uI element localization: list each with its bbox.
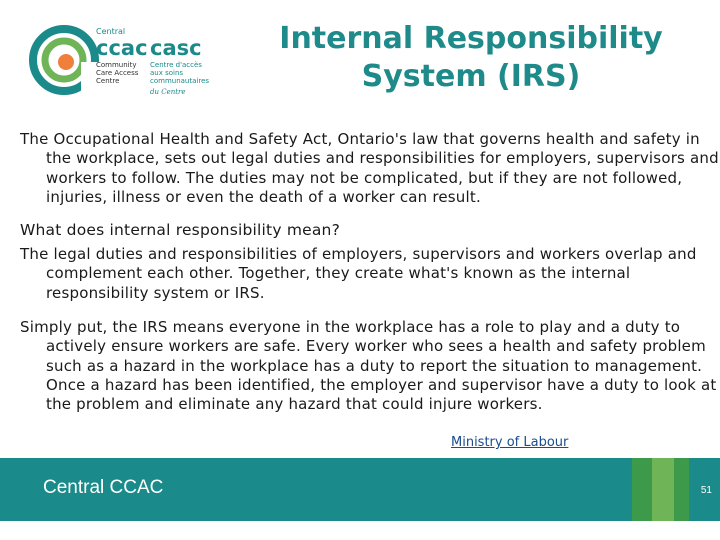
- logo-ccac: ccac: [96, 36, 148, 60]
- source-link[interactable]: Ministry of Labour: [451, 435, 569, 450]
- slide-title-line1: Internal Responsibility: [279, 21, 663, 56]
- logo-fr-suffix: du Centre: [150, 88, 186, 96]
- logo-fr-line1: Centre d'accès: [150, 61, 202, 69]
- logo-casc: casc: [150, 36, 202, 60]
- logo-central: Central: [96, 27, 126, 36]
- question-heading: What does internal responsibility mean?: [20, 221, 341, 239]
- paragraph-explanation: Simply put, the IRS means everyone in the workplace has a role to play and a duty to actively ensure workers are safe. Every worker who sees a health and safety problem such as a hazard in the workplace has a duty to report the situation to management. Once a hazard has been identified, the employer and supervisor have a duty to look at the problem and eliminate any hazard that could injure workers.: [20, 318, 717, 414]
- logo-en-line1: Community: [96, 61, 137, 69]
- logo-en-line2: Care Access: [96, 69, 139, 77]
- logo-fr-line2: aux soins: [150, 69, 184, 77]
- footer-stripe: [652, 458, 674, 521]
- page-number: 51: [700, 485, 712, 496]
- logo-en-line3: Centre: [96, 77, 120, 85]
- logo-mark-icon: [33, 29, 101, 92]
- paragraph-definition: The legal duties and responsibilities of employers, supervisors and workers overlap and complement each other. Together, they create what's known as the internal responsibility system or IRS.: [20, 245, 697, 302]
- paragraph-intro: The Occupational Health and Safety Act, Ontario's law that governs health and safety in the workplace, sets out legal duties and responsibilities for employers, supervisors and workers to follow. The duties may not be complicated, but if they are not followed, injuries, illness or even the death of a worker can result.: [20, 130, 719, 206]
- logo-fr-line3: communautaires: [150, 77, 210, 85]
- footer-stripe: [632, 458, 652, 521]
- footer-bar: [0, 458, 720, 521]
- footer-org-name: Central CCAC: [43, 477, 164, 498]
- slide-title: [236, 20, 706, 96]
- footer-stripe: [674, 458, 689, 521]
- ccac-logo: [26, 22, 216, 100]
- slide-title-line2: System (IRS): [361, 59, 581, 94]
